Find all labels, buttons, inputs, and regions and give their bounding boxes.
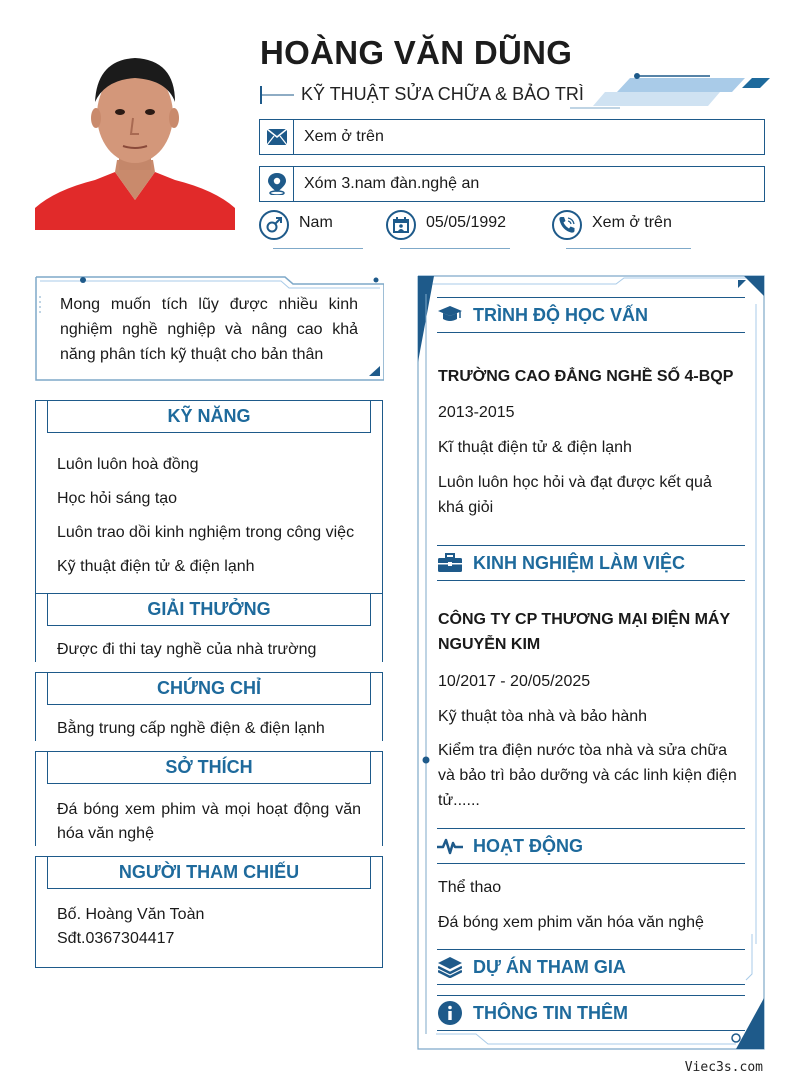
more-info-heading: THÔNG TIN THÊM bbox=[437, 995, 745, 1031]
experience-heading: KINH NGHIỆM LÀM VIỆC bbox=[437, 545, 745, 581]
education-description: Luôn luôn học hỏi và đạt được kết quả khá giỏi bbox=[438, 474, 712, 516]
skill-item: Học hỏi sáng tạo bbox=[57, 490, 178, 507]
watermark: Viec3s.com bbox=[684, 1060, 763, 1075]
email-value: Xem ở trên bbox=[304, 128, 384, 145]
certificate-item: Bằng trung cấp nghề điện & điện lạnh bbox=[57, 720, 325, 737]
awards-section bbox=[35, 593, 383, 662]
graduation-cap-icon bbox=[437, 302, 463, 328]
phone-value: Xem ở trên bbox=[592, 214, 672, 231]
address-value: Xóm 3.nam đàn.nghệ an bbox=[304, 175, 480, 192]
hobbies-section bbox=[35, 751, 383, 846]
experience-period: 10/2017 - 20/05/2025 bbox=[438, 673, 591, 690]
skill-item: Luôn luôn hoà đồng bbox=[57, 456, 199, 473]
projects-heading: DỰ ÁN THAM GIA bbox=[437, 949, 745, 985]
education-school: TRƯỜNG CAO ĐẲNG NGHỀ SỐ 4-BQP bbox=[438, 368, 734, 385]
hobbies-heading: SỞ THÍCH bbox=[47, 751, 371, 784]
hobby-item: Đá bóng xem phim và mọi hoạt động văn hóa văn nghệ bbox=[57, 801, 361, 842]
activity-name: Thể thao bbox=[438, 879, 502, 896]
candidate-name: HOÀNG VĂN DŨNG bbox=[260, 34, 573, 71]
certificates-heading: CHỨNG CHỈ bbox=[47, 672, 371, 705]
objective-text: Mong muốn tích lũy được nhiều kinh nghiệm nghề nghiệp và nâng cao khả năng phân tích kỹ thuật cho bản thân bbox=[60, 296, 358, 363]
awards-heading: GIẢI THƯỞNG bbox=[47, 593, 371, 626]
gender-value: Nam bbox=[299, 214, 333, 231]
experience-position: Kỹ thuật tòa nhà và bảo hành bbox=[438, 708, 648, 725]
briefcase-icon bbox=[437, 550, 463, 576]
experience-description: Kiểm tra điện nước tòa nhà và sửa chữa và bảo trì bảo dưỡng và các linh kiện điện tử...... bbox=[438, 742, 737, 809]
skills-heading: KỸ NĂNG bbox=[47, 400, 371, 433]
title-decoration bbox=[260, 84, 296, 106]
skill-item: Kỹ thuật điện tử & điện lạnh bbox=[57, 558, 255, 575]
layers-icon bbox=[437, 954, 463, 980]
skills-section bbox=[35, 400, 383, 593]
address-box bbox=[259, 166, 765, 202]
job-title: KỸ THUẬT SỬA CHỮA & BẢO TRÌ bbox=[301, 84, 584, 104]
education-heading: TRÌNH ĐỘ HỌC VẤN bbox=[437, 297, 745, 333]
birthday-value: 05/05/1992 bbox=[426, 214, 507, 231]
references-section bbox=[35, 856, 383, 968]
reference-name: Bố. Hoàng Văn Toàn bbox=[57, 906, 205, 923]
phone-icon bbox=[552, 210, 582, 240]
left-column bbox=[35, 400, 383, 968]
profile-photo bbox=[35, 40, 235, 230]
gender-icon bbox=[259, 210, 289, 240]
activity-description: Đá bóng xem phim văn hóa văn nghệ bbox=[438, 914, 704, 931]
references-heading: NGƯỜI THAM CHIẾU bbox=[47, 856, 371, 889]
career-objective bbox=[35, 276, 384, 381]
reference-phone: Sđt.0367304417 bbox=[57, 930, 175, 947]
email-box bbox=[259, 119, 765, 155]
location-pin-icon bbox=[260, 167, 294, 201]
experience-company: CÔNG TY CP THƯƠNG MẠI ĐIỆN MÁY NGUYỄN KIM bbox=[438, 611, 730, 653]
education-major: Kĩ thuật điện tử & điện lạnh bbox=[438, 439, 632, 456]
award-item: Được đi thi tay nghề của nhà trường bbox=[57, 641, 317, 658]
certificates-section bbox=[35, 672, 383, 741]
activities-heading: HOẠT ĐỘNG bbox=[437, 828, 745, 864]
info-icon bbox=[437, 1000, 463, 1026]
header-decoration bbox=[560, 70, 775, 115]
education-period: 2013-2015 bbox=[438, 404, 515, 421]
email-icon bbox=[260, 120, 294, 154]
skill-item: Luôn trao dồi kinh nghiệm trong công việc bbox=[57, 524, 355, 541]
heartbeat-icon bbox=[437, 833, 463, 859]
calendar-icon bbox=[386, 210, 416, 240]
